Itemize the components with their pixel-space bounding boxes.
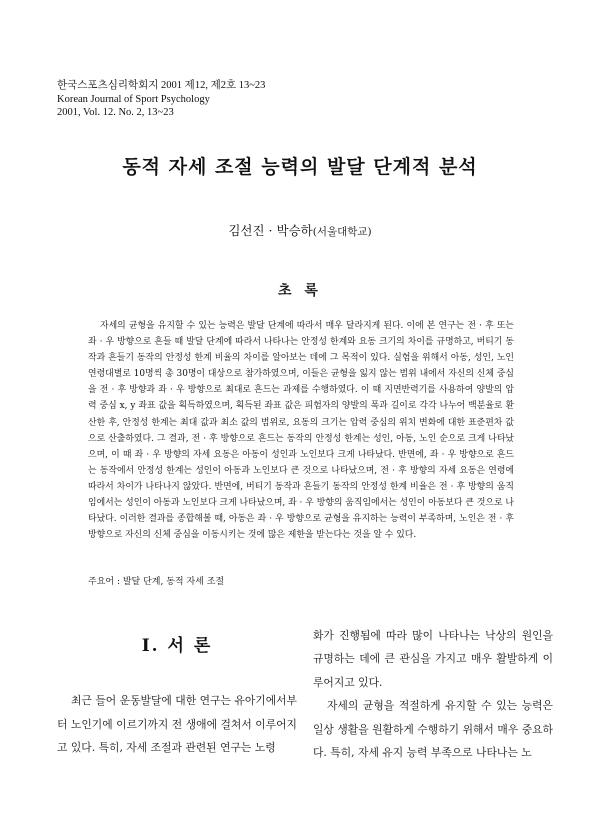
author-names: 김선진 · 박승하 [228,223,313,238]
journal-header-english: Korean Journal of Sport Psychology [57,93,210,105]
intro-left-column: 최근 들어 운동발달에 대한 연구는 유아기에서부터 노인기에 이르기까지 전 생애에 걸쳐서 이루어지고 있다. 특히, 자세 조절과 관련된 연구는 노령 [57,694,297,754]
journal-header-volume: 2001, Vol. 12. No. 2, 13~23 [57,107,174,118]
keywords: 주요어 : 발달 단계, 동적 자세 조절 [88,577,225,587]
section-heading-introduction: Ⅰ. 서 론 [141,636,213,656]
journal-header [57,79,265,120]
intro-right-column [313,624,553,764]
abstract-body: 자세의 균형을 유지할 수 있는 능력은 발달 단계에 따라서 매우 달라지게 된다. 이에 본 연구는 전 · 후 또는 좌 · 우 방향으로 흔들 때 발달 단계에 따라서 나타나는 안정성 한계와 요동 크기의 차이를 규명하고, 버티기 동작과 흔들기 동작의 안정성 한계 비율의 차이를 알아보는 데에 그 목적이 있다. 실험을 위해서 아동, 성인, 노인 연령대별로 10명씩 총 30명이 대상으로 참가하였으며, 이들은 균형을 잃지 않는 범위 내에서 자신의 신체 중심을 전 · 후 방향과 좌 · 우 방향으로 최대로 흔드는 과제를 수행하였다. 이 때 지면반력기를 사용하여 양발의 압력 중심 x, y 좌표 값을 획득하였으며, 획득된 좌표 값은 피험자의 양발의 폭과 길이로 각각 나누어 백분율로 환산한 후, 안정성 한계는 최대 값과 최소 값의 범위로, 요동의 크기는 압력 중심의 위치 변화에 대한 표준편차 값으로 산출하였다. 그 결과, 전 · 후 방향으로 흔드는 동작의 안정성 한계는 성인, 아동, 노인 순으로 크게 나타났으며, 이 때 좌 · 우 방향의 자세 요동은 아동이 성인과 노인보다 크게 나타났다. 반면에, 좌 · 우 방향으로 흔드는 동작에서 안정성 한계는 성인이 아동과 노인보다 큰 것으로 나타났으며, 전 · 후 방향의 자세 요동은 연령에 따라서 차이가 나타나지 않았다. 반면에, 버티기 동작과 흔들기 동작의 안정성 한계 비율은 전 · 후 방향의 움직임에서는 성인이 아동과 노인보다 크게 나타났으며, 좌 · 우 방향의 움직임에서는 성인이 아동보다 큰 것으로 나타났다. 이러한 결과를 종합해볼 때, 아동은 좌 · 우 방향으로 균형을 유지하는 능력이 부족하며, 노인은 전 · 후 방향으로 자신의 신체 중심을 이동시키는 것에 많은 제한을 받는다는 것을 알 수 있다. [88,321,514,541]
intro-right-paragraph-1: 화가 진행됨에 따라 많이 나타나는 낙상의 원인을 규명하는 데에 큰 관심을 가지고 매우 활발하게 이루어지고 있다. [313,629,553,689]
paper-title: 동적 자세 조절 능력의 발달 단계적 분석 [122,156,478,178]
journal-header-korean: 한국스포츠심리학회지 2001 제12, 제2호 13~23 [57,80,266,91]
abstract-heading: 초 록 [278,283,322,299]
author-affiliation: (서울대학교) [312,226,372,238]
author-line [0,221,600,239]
intro-right-paragraph-2: 자세의 균형을 적절하게 유지할 수 있는 능력은 일상 생활을 원활하게 수행하기 위해서 매우 중요하다. 특히, 자세 유지 능력 부족으로 나타나는 노 [313,699,553,760]
